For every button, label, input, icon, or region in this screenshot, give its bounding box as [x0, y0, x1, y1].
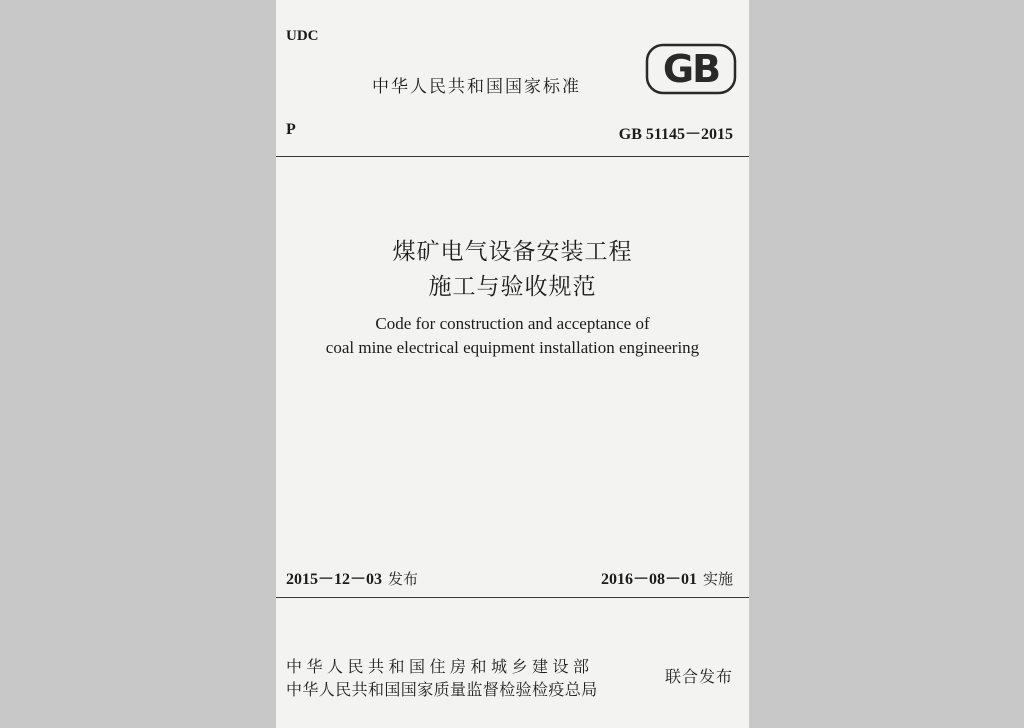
udc-label: UDC: [286, 28, 319, 44]
joint-issue-label: 联合发布: [664, 667, 733, 686]
gb-logo: [645, 43, 737, 99]
implement-date-block: [601, 566, 733, 589]
implement-date: 2016－08－01: [600, 571, 697, 588]
standard-number: GB 51145－2015: [618, 126, 733, 143]
title-en-line-2: coal mine electrical equipment installation engineering: [325, 338, 700, 357]
category-code: P: [286, 121, 296, 138]
document-page: [276, 0, 749, 728]
implement-label: 实施: [702, 570, 733, 588]
issue-date-block: [286, 566, 418, 589]
title-zh-line-1: 煤矿电气设备安装工程: [392, 239, 633, 265]
title-zh-line-2: 施工与验收规范: [428, 274, 597, 300]
issue-label: 发布: [388, 570, 419, 588]
top-divider: [276, 156, 749, 157]
issue-date: 2015－12－03: [286, 571, 383, 588]
issuer-line-1: 中华人民共和国住房和城乡建设部: [286, 657, 594, 676]
issuer-line-2: 中华人民共和国国家质量监督检验检疫总局: [286, 680, 598, 699]
title-en-line-1: Code for construction and acceptance of: [375, 314, 650, 333]
national-standard-heading: 中华人民共和国国家标准: [372, 77, 581, 97]
gb-logo-icon: [645, 43, 737, 95]
gb-logo-text: GB: [662, 47, 720, 91]
bottom-divider: [276, 597, 749, 598]
